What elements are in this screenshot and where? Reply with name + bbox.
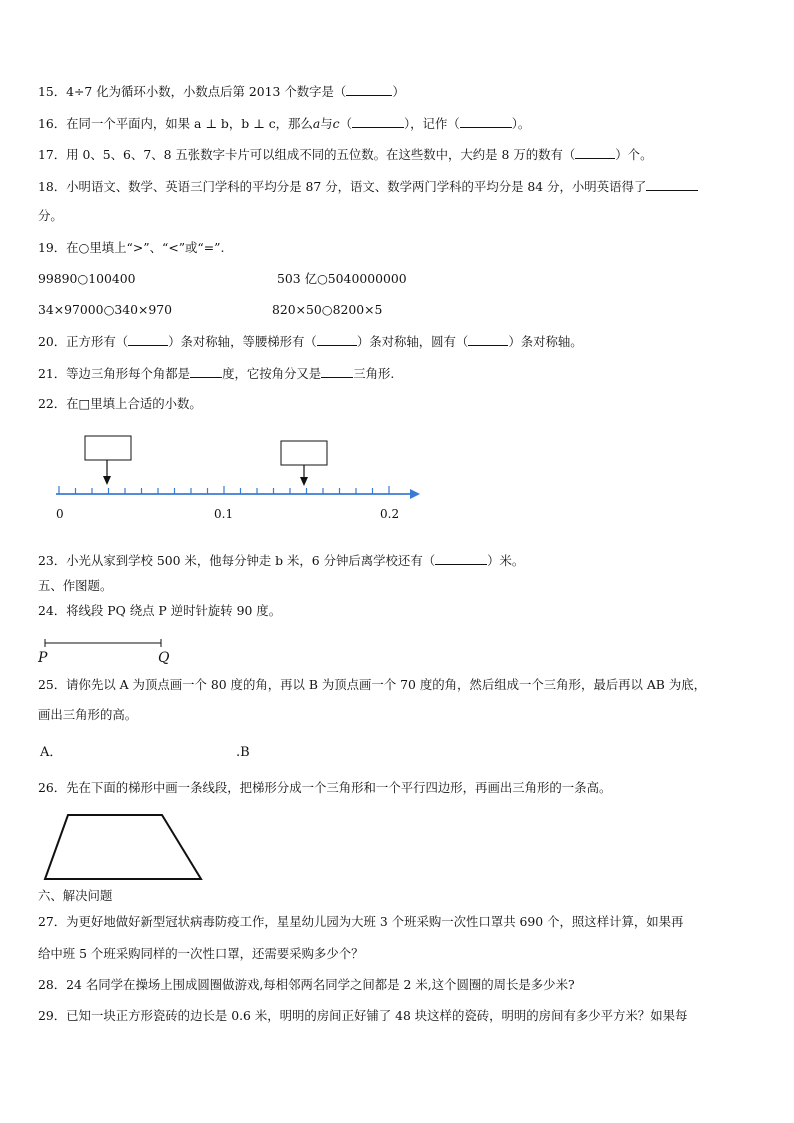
answer-blank[interactable] [435,552,487,565]
answer-box[interactable] [281,441,327,465]
tick-label: 0 [56,507,64,521]
compare-item: 34×97000○340×970 [38,302,173,317]
question-25-cont: 画出三角形的高。 [38,707,138,722]
question-number: 22． [38,396,67,411]
number-line [56,486,420,499]
question-24: 24．将线段 PQ 绕点 P 逆时针旋转 90 度。 [38,603,282,618]
question-17: 17．用 0、5、6、7、8 五张数字卡片可以组成不同的五位数。在这些数中，大约是 8 万的数有（ ）个。 [38,147,653,162]
question-23: 23．小光从家到学校 500 米，他每分钟走 b 米，6 分钟后离学校还有（ ）米。 [38,553,525,568]
arrow-head [103,476,111,485]
answer-box[interactable] [85,436,131,460]
question-number: 19． [38,240,67,255]
question-number: 28． [38,977,67,992]
trapezoid-figure [45,815,201,879]
section-heading: 五、作图题。 [38,578,113,593]
question-number: 20． [38,334,67,349]
question-number: 29． [38,1008,67,1023]
tick-label: 0.1 [214,507,234,521]
section-heading: 六、解决问题 [38,888,113,903]
question-28: 28．24 名同学在操场上围成圆圈做游戏,每相邻两名同学之间都是 2 米,这个圆圈的周长是多少米? [38,977,575,992]
question-number: 24． [38,603,67,618]
question-number: 17． [38,147,67,162]
question-number: 25． [38,677,67,692]
segment-pq [45,639,161,647]
question-18-cont: 分。 [38,208,63,223]
question-20: 20．正方形有（ ）条对称轴，等腰梯形有（ ）条对称轴，圆有（ ）条对称轴。 [38,334,583,349]
number-line-ticks [59,486,389,494]
question-number: 16． [38,116,67,131]
point-a-label: A． [40,745,63,760]
question-number: 23． [38,553,67,568]
question-27: 27．为更好地做好新型冠状病毒防疫工作，星星幼儿园为大班 3 个班采购一次性口罩共 690 个，照这样计算，如果再 [38,914,684,929]
question-22: 22．在□里填上合适的小数。 [38,396,202,411]
point-q-label: Q [158,650,170,666]
arrow-head [300,477,308,486]
compare-item: 503 亿○5040000000 [277,271,407,286]
question-15: 15．4÷7 化为循环小数，小数点后第 2013 个数字是（ ） [38,84,405,99]
question-25: 25．请你先以 A 为顶点画一个 80 度的角，再以 B 为顶点画一个 70 度的角，然后组成一个三角形，最后再以 AB 为底， [38,677,706,692]
question-26: 26．先在下面的梯形中画一条线段，把梯形分成一个三角形和一个平行四边形，再画出三角形的一条高。 [38,780,612,795]
compare-item: 99890○100400 [38,271,136,286]
compare-item: 820×50○8200×5 [272,302,383,317]
question-16: 16．在同一个平面内，如果 a ⊥ b，b ⊥ c，那么a与c（ ），记作（ ）。 [38,116,531,131]
point-b-label: .B [236,745,250,760]
point-p-label: P [38,650,48,666]
question-number: 15． [38,84,67,99]
question-number: 27． [38,914,67,929]
question-18: 18．小明语文、数学、英语三门学科的平均分是 87 分，语文、数学两门学科的平均分是 84 分，小明英语得了 [38,178,698,195]
question-number: 21． [38,366,67,381]
question-21: 21．等边三角形每个角都是 度，它按角分又是 三角形. [38,366,395,381]
question-number: 26． [38,780,67,795]
tick-label: 0.2 [380,507,400,521]
question-29: 29．已知一块正方形瓷砖的边长是 0.6 米，明明的房间正好铺了 48 块这样的瓷砖，明明的房间有多少平方米？如果每 [38,1008,688,1023]
question-number: 18． [38,179,67,194]
question-27-cont: 给中班 5 个班采购同样的一次性口罩，还需要采购多少个？ [38,946,364,961]
question-19: 19．在○里填上“>”、“<”或“=”. [38,240,225,255]
